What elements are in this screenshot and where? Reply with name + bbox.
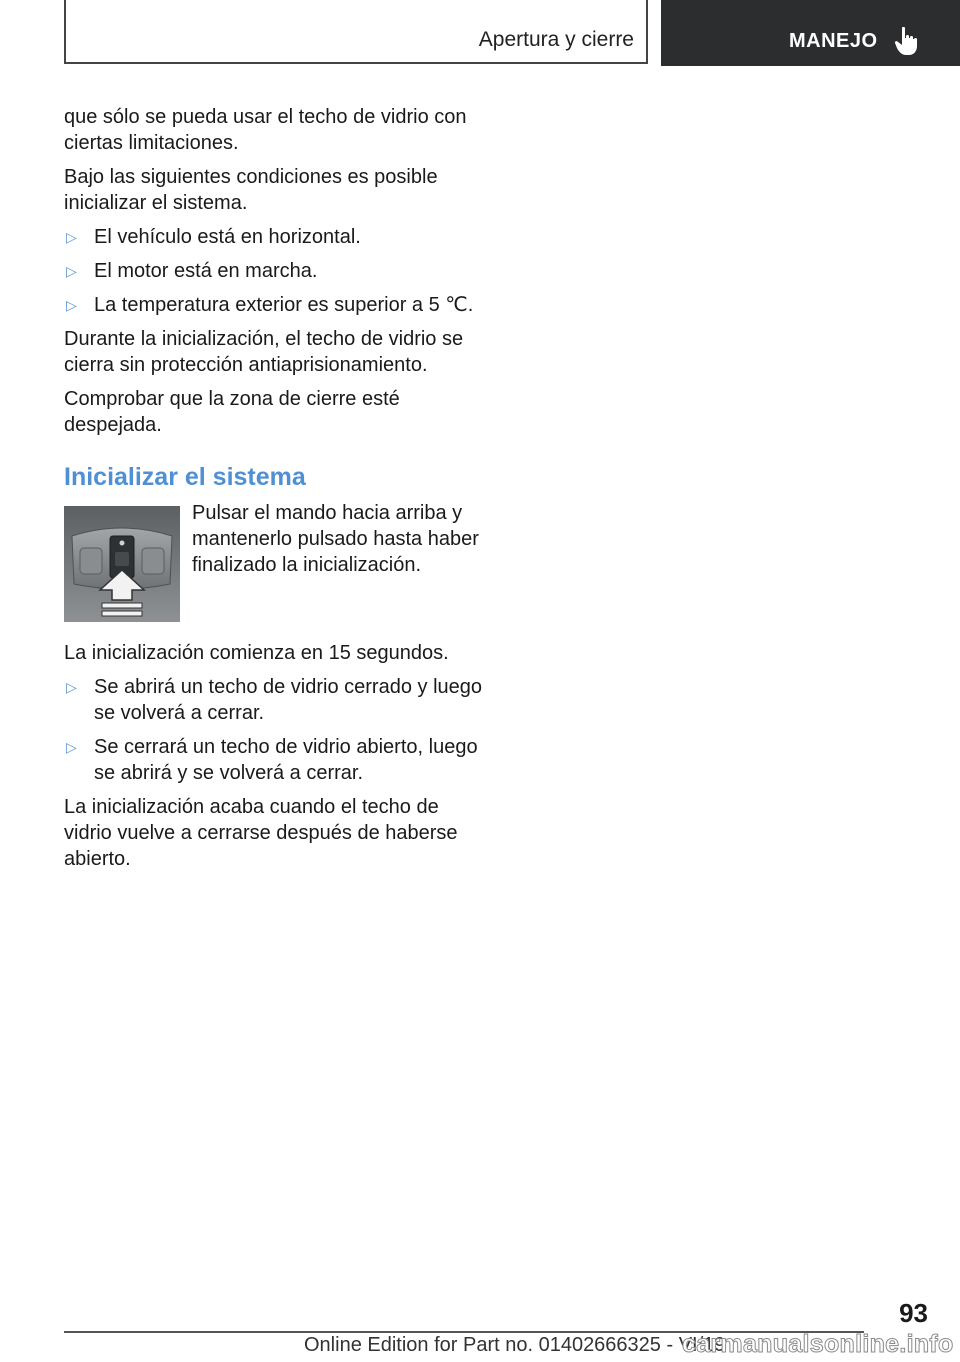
chapter-title: MANEJO bbox=[789, 30, 878, 52]
list-item: ▷ Se abrirá un techo de vidrio cerrado y luego se volverá a cerrar. bbox=[66, 676, 483, 724]
triangle-bullet-icon: ▷ bbox=[66, 679, 77, 695]
page-number: 93 bbox=[899, 1298, 928, 1328]
triangle-bullet-icon: ▷ bbox=[66, 263, 77, 279]
paragraph: Bajo las siguientes condiciones es posible inicializar el sistema. bbox=[64, 166, 438, 214]
chapter-tab bbox=[661, 0, 960, 66]
section-heading: Inicializar el sistema bbox=[64, 463, 306, 491]
page-content bbox=[64, 104, 484, 880]
triangle-bullet-icon: ▷ bbox=[66, 297, 77, 313]
figure-row bbox=[64, 500, 484, 622]
paragraph: que sólo se pueda usar el techo de vidrio con ciertas limitaciones. bbox=[64, 106, 467, 154]
list-item: ▷ El vehículo está en horizontal. bbox=[66, 226, 361, 248]
paragraph: La inicialización comienza en 15 segundos. bbox=[64, 642, 449, 664]
roof-switch-illustration bbox=[64, 506, 180, 622]
watermark: carmanualsonline.info bbox=[682, 1330, 954, 1358]
edition-info: Online Edition for Part no. 01402666325 - VI/19 bbox=[304, 1334, 726, 1356]
triangle-bullet-icon: ▷ bbox=[66, 739, 77, 755]
figure-caption: Pulsar el mando hacia arriba y mantenerlo pulsado hasta haber finalizado la inicialización. bbox=[192, 502, 479, 576]
paragraph: Comprobar que la zona de cierre esté despejada. bbox=[64, 388, 400, 436]
header-section-box bbox=[64, 0, 648, 64]
paragraph: Durante la inicialización, el techo de vidrio se cierra sin protección antiaprisionamiento. bbox=[64, 328, 464, 376]
list-item: ▷ La temperatura exterior es superior a 5 ℃. bbox=[66, 294, 474, 316]
list-item: ▷ Se cerrará un techo de vidrio abierto, luego se abrirá y se volverá a cerrar. bbox=[66, 736, 478, 784]
triangle-bullet-icon: ▷ bbox=[66, 229, 77, 245]
pointing-hand-icon bbox=[894, 26, 920, 56]
section-title: Apertura y cierre bbox=[478, 28, 634, 51]
paragraph: La inicialización acaba cuando el techo de vidrio vuelve a cerrarse después de haberse abierto. bbox=[64, 796, 458, 870]
list-item: ▷ El motor está en marcha. bbox=[66, 260, 318, 282]
